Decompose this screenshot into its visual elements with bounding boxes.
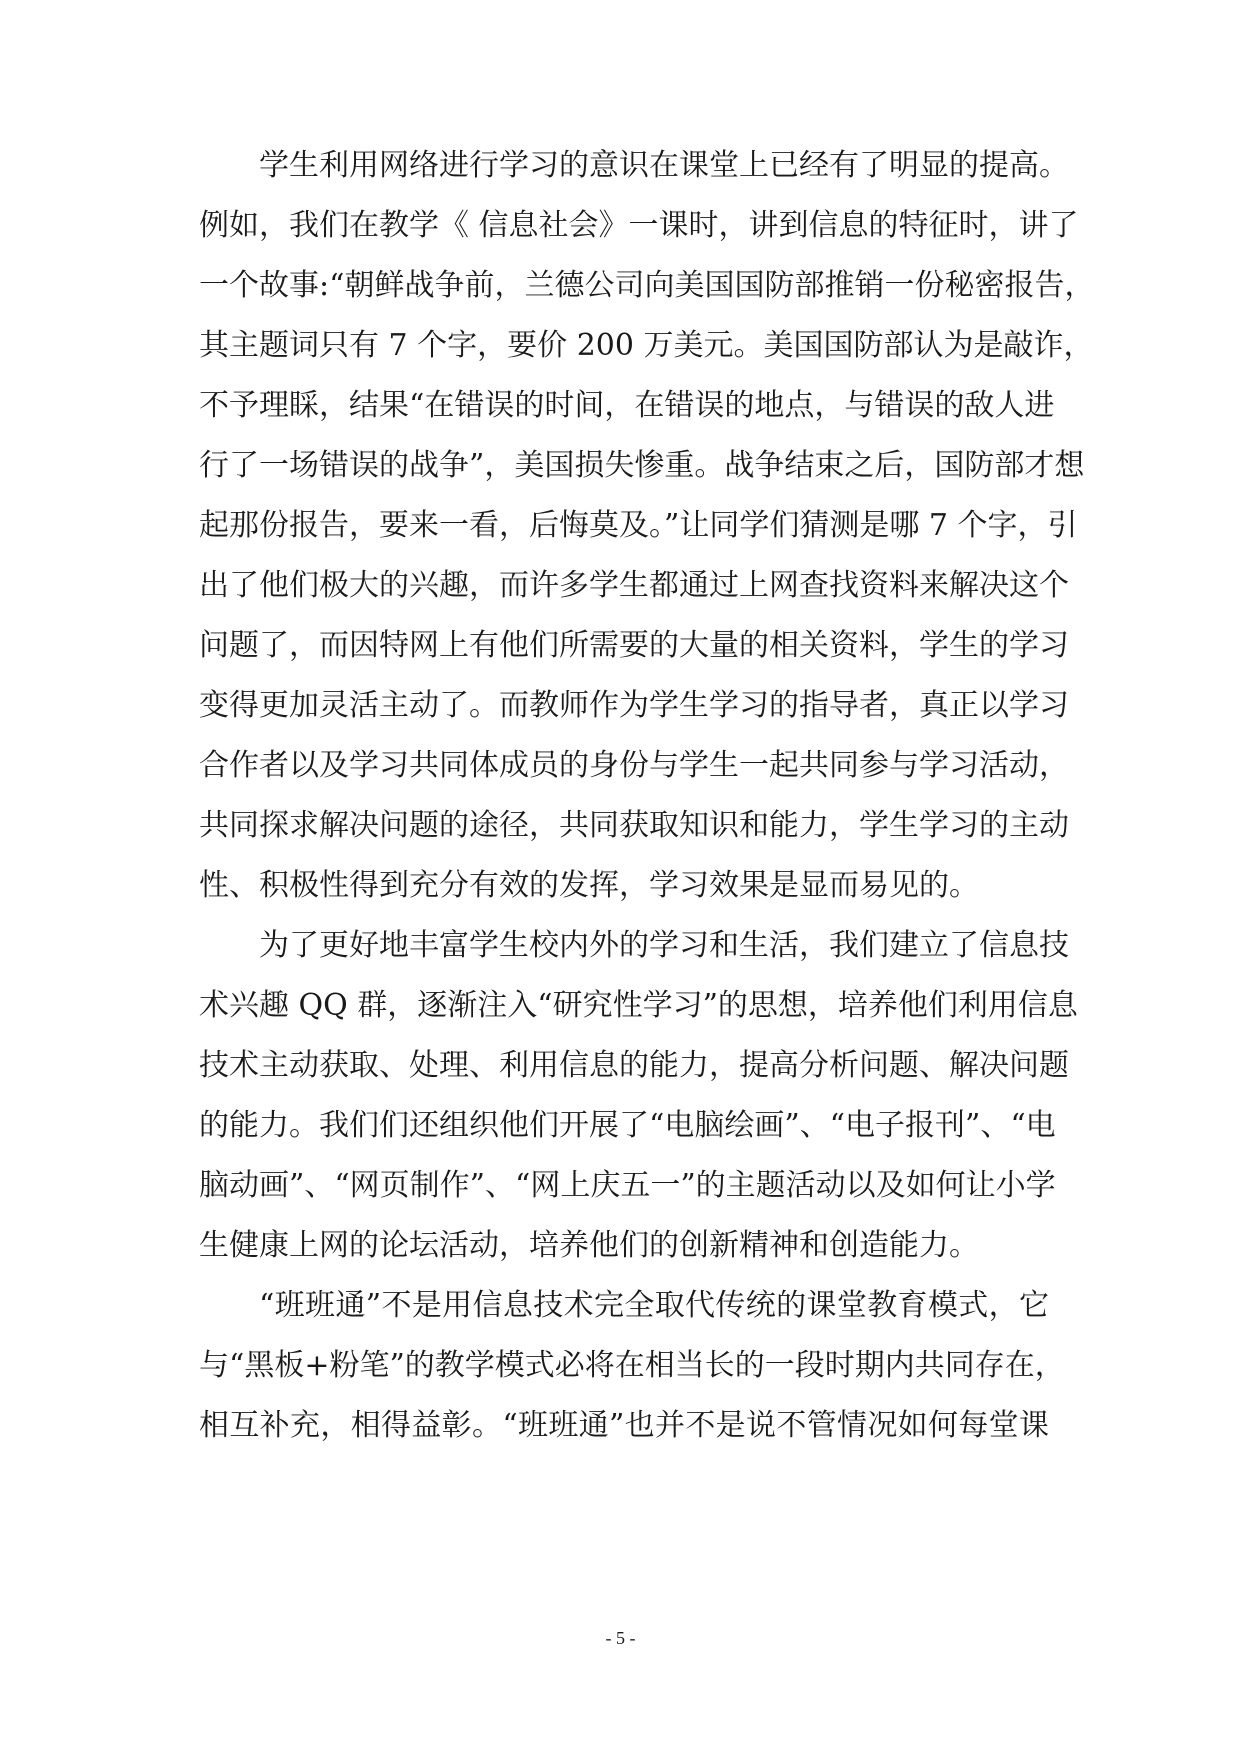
text-line: 变得更加灵活主动了。而教师作为学生学习的指导者，真正以学习 — [199, 688, 1069, 723]
text-line: 学生利用网络进行学习的意识在课堂上已经有了明显的提高。 — [259, 148, 1069, 183]
text-line: 共同探求解决问题的途径，共同获取知识和能力，学生学习的主动 — [199, 808, 1069, 843]
page-number: - 5 - — [605, 1628, 636, 1648]
text-line: 出了他们极大的兴趣，而许多学生都通过上网查找资料来解决这个 — [199, 568, 1069, 603]
text-line: 相互补充，相得益彰。“班班通”也并不是说不管情况如何每堂课 — [199, 1408, 1049, 1443]
text-line: 问题了，而因特网上有他们所需要的大量的相关资料，学生的学习 — [199, 628, 1069, 663]
text-line: 的能力。我们们还组织他们开展了“电脑绘画”、“电子报刊”、“电 — [199, 1108, 1056, 1143]
text-line: 其主题词只有 7 个字，要价 200 万美元。美国国防部认为是敲诈， — [199, 328, 1094, 363]
text-line: 为了更好地丰富学生校内外的学习和生活，我们建立了信息技 — [259, 928, 1069, 963]
text-line: “班班通”不是用信息技术完全取代传统的课堂教育模式，它 — [259, 1288, 1049, 1323]
text-line: 行了一场错误的战争”，美国损失惨重。战争结束之后，国防部才想 — [199, 448, 1085, 483]
text-line: 术兴趣 QQ 群，逐渐注入“研究性学习”的思想，培养他们利用信息 — [199, 988, 1078, 1023]
text-line: 脑动画”、“网页制作”、“网上庆五一”的主题活动以及如何让小学 — [199, 1168, 1056, 1203]
text-line: 不予理睬，结果“在错误的时间，在错误的地点，与错误的敌人进 — [199, 388, 1055, 423]
text-line: 一个故事:“朝鲜战争前，兰德公司向美国国防部推销一份秘密报告， — [199, 268, 1095, 303]
text-line: 起那份报告，要来一看，后悔莫及。”让同学们猜测是哪 7 个字，引 — [199, 508, 1078, 543]
text-line: 与“黑板+粉笔”的教学模式必将在相当长的一段时期内共同存在， — [199, 1348, 1065, 1383]
text-line: 性、积极性得到充分有效的发挥，学习效果是显而易见的。 — [199, 868, 979, 903]
text-line: 生健康上网的论坛活动，培养他们的创新精神和创造能力。 — [199, 1228, 979, 1263]
text-line: 技术主动获取、处理、利用信息的能力，提高分析问题、解决问题 — [199, 1048, 1069, 1083]
text-line: 合作者以及学习共同体成员的身份与学生一起共同参与学习活动， — [199, 748, 1069, 783]
text-line: 例如，我们在教学《 信息社会》一课时，讲到信息的特征时，讲了 — [199, 208, 1079, 243]
